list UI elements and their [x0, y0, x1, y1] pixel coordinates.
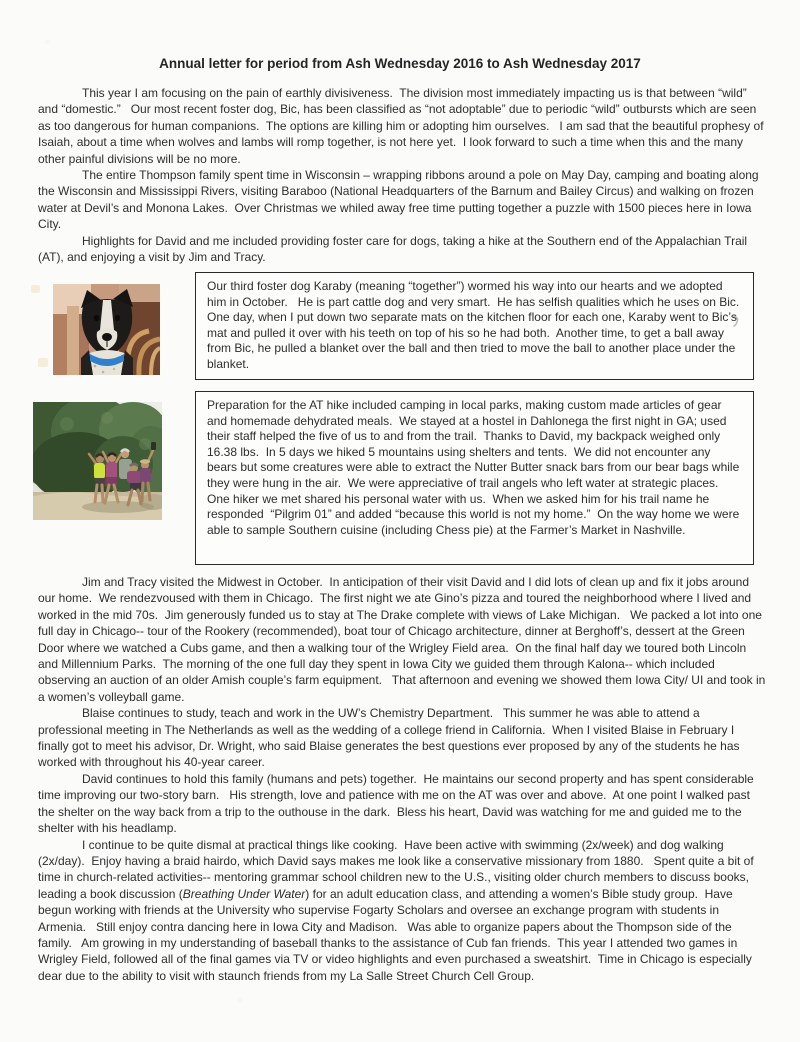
paragraph-personal [38, 837, 766, 985]
at-hike-story-box: Preparation for the AT hike included camping in local parks, making custom made articles of gear and homemade dehydrated meals. We stayed at a hostel in Dahlonega the first night in GA; used their staff helped the five of us to and from the trail. Thanks to David, my backpack weighed only 16.38 lbs. In 5 days we hiked 5 mountains using shelters and tents. We did not encounter any bears but some creatures were able to extract the Nutter Butter snack bars from our bear bags while they were hung in the air. We were appreciative of trail angels who left water at strategic places. One hiker we met shared his personal water with us. When we asked him for his trail name he responded “Pilgrim 01” and added “because this world is not my home.” On the way home we were able to sample Southern cuisine (including Chess pie) at the Farmer’s Market in Nashville. [195, 391, 754, 565]
letter-body-bottom [38, 574, 769, 984]
pen-mark [732, 315, 741, 327]
paragraph-personal-text: I continue to be quite dismal at practical things like cooking. Have been active with swimming (2x/week) and dog walking (2x/day). Enjoy having a braid hairdo, which David says makes me look like a conservative missionary from 1880. Spent quite a bit of time in church-related activities-- mentoring grammar school children new to the U.S., visiting older church members to discuss books, leading a book discussion ( [38, 837, 758, 901]
paragraph-divisiveness: This year I am focusing on the pain of earthly divisiveness. The division most immediately impacting us is that between “wild” and “domestic.” Our most recent foster dog, Bic, has been classified as “not adoptable” due to periodic “wild” outbursts which are seen as too dangerous for human companions. The options are killing him or adopting him ourselves. I am sad that the beautiful prophesy of Isaiah, about a time when wolves and lambs will romp together, is not here yet. I look forward to such a time when this and the many other painful divisions will be no more. [38, 86, 767, 166]
letter-title: Annual letter for period from Ash Wednesday 2016 to Ash Wednesday 2017 [159, 56, 641, 71]
paragraph-highlights: Highlights for David and me included providing foster care for dogs, taking a hike at the Southern end of the Appalachian Trail (AT), and enjoying a visit by Jim and Tracy. [38, 233, 751, 265]
letter-body-top [38, 85, 766, 265]
dog-photo [53, 284, 160, 375]
paragraph-blaise: Blaise continues to study, teach and work in the UW’s Chemistry Department. This summer he was able to attend a professional meeting in The Netherlands as well as the wedding of a college friend in California. When I visited Blaise in February I finally got to meet his advisor, Dr. Wright, who said Blaise generates the best questions ever proposed by any of the students he has worked with throughout his 40-year career. [38, 706, 743, 770]
paragraph-jim-tracy: Jim and Tracy visited the Midwest in October. In anticipation of their visit David and I did lots of clean up and fix it jobs around our home. We rendezvoused with them in Chicago. The first night we ate Gino’s pizza and toured the neighborhood where I lived and worked in the mid 70s. Jim generously funded us to stay at The Drake complete with views of Lake Michigan. We packed a lot into one full day in Chicago-- tour of the Rookery (recommended), boat tour of Chicago architecture, dinner at Berghoff’s, dessert at the Green Door where we watched a Cubs game, and then a walking tour of the Wrigley Field area. On the final half day we toured both Lincoln and Millennium Parks. The morning of the one full day they spent in Iowa City we guided them through Kalona-- which included observing an auction of an older Amish couple’s farm equipment. That afternoon and evening we showed them Iowa City/ UI and took in a women’s volleyball game. [38, 575, 769, 704]
karaby-story-box: Our third foster dog Karaby (meaning “together”) wormed his way into our hearts and we adopted him in October. He is part cattle dog and very smart. He has selfish qualities which he uses on Bic. One day, when I put down two separate mats on the kitchen floor for each one, Karaby went to Bic’s mat and pulled it over with his teeth on top of his so he had both. Another time, to get a ball away from Bic, he pulled a blanket over the ball and then tried to move the ball to another place under the blanket. [195, 272, 754, 380]
tape-mark [38, 358, 48, 367]
paragraph-david: David continues to hold this family (humans and pets) together. He maintains our second property and has spent considerable time improving our two-story barn. His strength, love and patience with me on the AT was over and above. At one point I walked past the shelter on the way back from a trip to the outhouse in the dark. Bless his heart, David was watching for me and guided me to the shelter with his headlamp. [38, 771, 758, 836]
tape-mark [31, 285, 40, 293]
hikers-group-photo [33, 402, 162, 520]
paragraph-personal-text-cont: ) for an adult education class, and attending a women’s Bible study group. Have begun working with friends at the University who supervise Fogarty Scholars and oversee an exchange program with students in Armenia. Still enjoy contra dancing here in Iowa City and Madison. Was able to organize papers about the Thompson side of the family. Am growing in my understanding of baseball thanks to the assistance of Cub fan friends. This year I attended two games in Wrigley Field, followed all of the final games via TV or video highlights and even purchased a sweatshirt. Time in Chicago is especially dear due to the ability to visit with staunch friends from my La Salle Street Church Cell Group. [38, 886, 756, 983]
book-title-italic: Breathing Under Water [182, 886, 306, 901]
paragraph-wisconsin: The entire Thompson family spent time in Wisconsin – wrapping ribbons around a pole on May Day, camping and boating along the Wisconsin and Mississippi Rivers, visiting Baraboo (National Headquarters of the Barnum and Bailey Circus) and walking on frozen water at Devil’s and Monona Lakes. Over Christmas we whiled away free time putting together a puzzle with 1500 pieces here in Iowa City. [38, 168, 762, 232]
